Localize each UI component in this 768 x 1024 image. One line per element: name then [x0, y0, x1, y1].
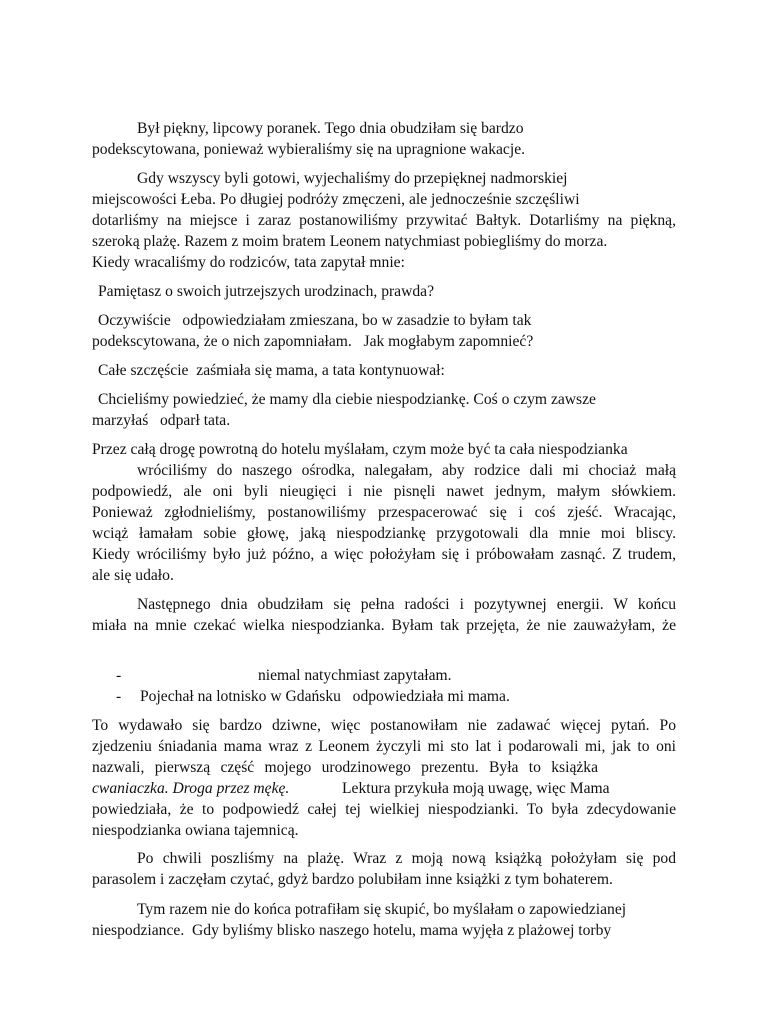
paragraph-line: Gdy wszyscy byli gotowi, wyjechaliśmy do przepięknej nadmorskiej	[137, 170, 568, 187]
paragraph-line: Następnego dnia obudziłam się pełna radości i pozytywnej energii. W końcu	[137, 596, 676, 613]
paragraph-line: Po chwili poszliśmy na plażę. Wraz z moją nową książką położyłam się pod	[137, 850, 676, 867]
dialogue-line: Chcieliśmy powiedzieć, że mamy dla ciebie niespodziankę. Coś o czym zawsze	[98, 391, 596, 408]
paragraph-line: miejscowości Łeba. Po długiej podróży zmęczeni, ale jednocześnie szczęśliwi	[92, 191, 580, 208]
dialogue-line: Pamiętasz o swoich jutrzejszych urodzinach, prawda?	[98, 283, 435, 300]
paragraph-line: ale się udało.	[92, 567, 174, 584]
paragraph-line: niespodziance. Gdy byliśmy blisko naszego hotelu, mama wyjęła z plażowej torby	[92, 922, 612, 939]
paragraph-line: wciąż łamałam sobie głowę, jaką niespodziankę przygotowali dla mnie moi bliscy.	[92, 525, 676, 542]
list-item: niemal natychmiast zapytałam.	[258, 667, 452, 684]
dialogue-line: Oczywiście odpowiedziałam zmieszana, bo w zasadzie to byłam tak	[98, 312, 532, 329]
paragraph-line: szeroką plażę. Razem z moim bratem Leonem natychmiast pobiegliśmy do morza.	[92, 233, 608, 250]
list-bullet: -	[116, 688, 122, 705]
paragraph-line: niespodzianka owiana tajemnicą.	[92, 822, 299, 839]
paragraph-line: Był piękny, lipcowy poranek. Tego dnia obudziłam się bardzo	[137, 120, 524, 137]
paragraph-line: powiedziała, że to podpowiedź całej tej wielkiej niespodzianki. To była zdecydowanie	[92, 801, 676, 818]
dialogue-line: marzyłaś odparł tata.	[92, 412, 231, 429]
paragraph-line: Lektura przykuła moją uwagę, więc Mama	[342, 780, 610, 797]
paragraph-line: Kiedy wróciliśmy było już późno, a więc położyłam się i próbowałam zasnąć. Z trudem,	[92, 546, 676, 563]
paragraph-line: miała na mnie czekać wielka niespodzianka. Byłam tak przejęta, że nie zauważyłam, że	[92, 617, 676, 634]
book-title: cwaniaczka. Droga przez mękę.	[92, 780, 290, 797]
paragraph-line: Kiedy wracaliśmy do rodziców, tata zapytał mnie:	[92, 254, 405, 271]
paragraph-line: parasolem i zaczęłam czytać, gdyż bardzo polubiłam inne książki z tym bohaterem.	[92, 871, 613, 888]
paragraph-line: Tym razem nie do końca potrafiłam się skupić, bo myślałam o zapowiedzianej	[137, 901, 627, 918]
paragraph-line: To wydawało się bardzo dziwne, więc postanowiłam nie zadawać więcej pytań. Po	[92, 717, 676, 734]
paragraph-line: nazwali, pierwszą część mojego urodzinowego prezentu. Była to książka	[92, 759, 598, 776]
paragraph-line: podpowiedź, ale oni byli nieugięci i nie pisnęli nawet jednym, małym słówkiem.	[92, 483, 676, 500]
paragraph-line: dotarliśmy na miejsce i zaraz postanowiliśmy przywitać Bałtyk. Dotarliśmy na piękną,	[92, 212, 676, 229]
paragraph-line: podekscytowana, ponieważ wybieraliśmy się na upragnione wakacje.	[92, 141, 526, 158]
list-item: Pojechał na lotnisko w Gdańsku odpowiedziała mi mama.	[140, 688, 510, 705]
dialogue-line: podekscytowana, że o nich zapomniałam. Jak mogłabym zapomnieć?	[92, 333, 534, 350]
list-bullet: -	[116, 667, 122, 684]
paragraph-line: Przez całą drogę powrotną do hotelu myślałam, czym może być ta cała niespodzianka	[92, 441, 628, 458]
paragraph-line: wróciliśmy do naszego ośrodka, nalegałam, aby rodzice dali mi chociaż małą	[137, 462, 676, 479]
paragraph-line: Ponieważ zgłodnieliśmy, postanowiliśmy przespacerować się i coś zjeść. Wracając,	[92, 504, 676, 521]
paragraph-line: zjedzeniu śniadania mama wraz z Leonem życzyli mi sto lat i podarowali mi, jak to oni	[92, 738, 676, 755]
dialogue-line: Całe szczęście zaśmiała się mama, a tata kontynuował:	[98, 362, 445, 379]
